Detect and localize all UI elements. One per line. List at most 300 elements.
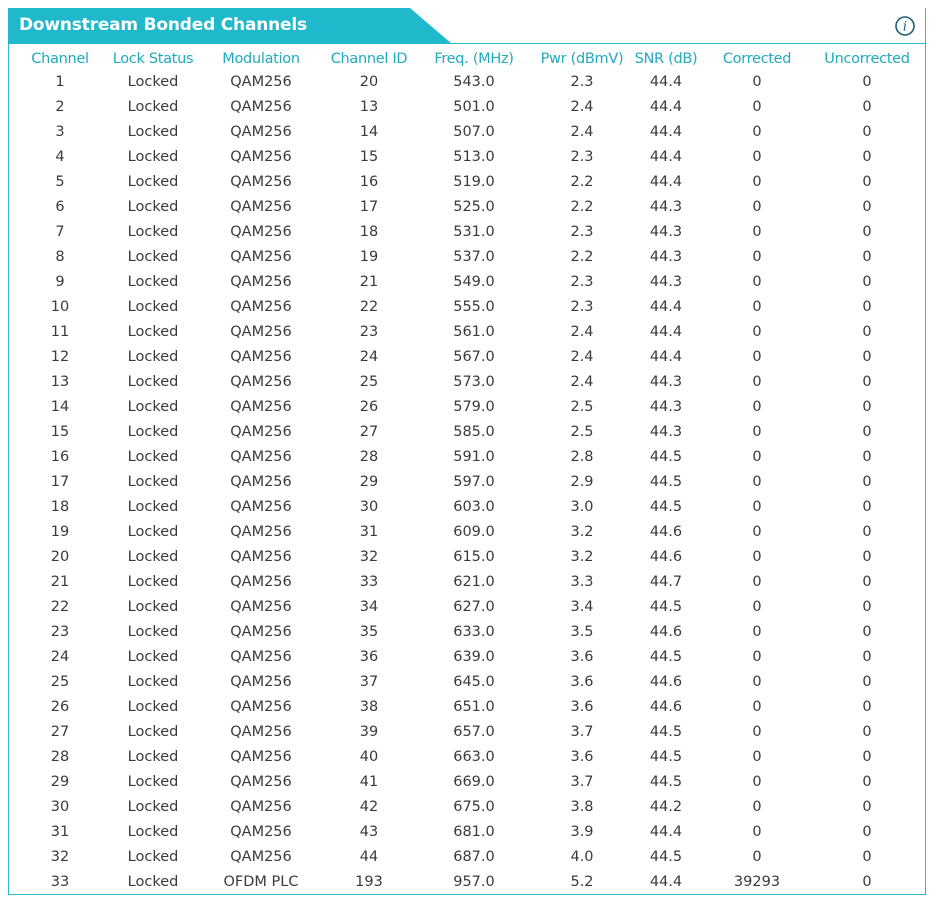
snr-cell: 44.3 [649,248,683,265]
channel-id-cell: 28 [359,448,379,465]
snr-cell: 44.5 [649,723,683,740]
modulation-cell: QAM256 [230,98,292,115]
frequency-cell: 615.0 [453,548,495,565]
lock-status-cell: Locked [127,323,179,340]
power-cell: 5.2 [570,873,594,890]
power-cell: 3.2 [570,523,594,540]
power-cell: 3.6 [570,673,594,690]
table-row [9,394,925,419]
uncorrected-cell: 0 [862,748,872,765]
lock-status-cell: Locked [127,248,179,265]
snr-cell: 44.6 [649,673,683,690]
corrected-cell: 0 [752,673,762,690]
uncorrected-cell: 0 [862,223,872,240]
uncorrected-cell: 0 [862,198,872,215]
corrected-cell: 0 [752,848,762,865]
frequency-cell: 543.0 [453,74,495,90]
modulation-cell: QAM256 [230,748,292,765]
lock-status-cell: Locked [127,723,179,740]
col-uncorrected-header: Uncorrected [824,50,910,67]
frequency-cell: 651.0 [453,698,495,715]
uncorrected-cell: 0 [862,98,872,115]
lock-status-cell: Locked [127,398,179,415]
channel-cell: 26 [50,698,70,715]
uncorrected-cell: 0 [862,698,872,715]
snr-cell: 44.5 [649,748,683,765]
power-cell: 2.4 [570,373,594,390]
power-cell: 3.6 [570,748,594,765]
modulation-cell: QAM256 [230,423,292,440]
lock-status-cell: Locked [127,74,179,90]
channel-id-cell: 42 [359,798,379,815]
table-row [9,444,925,469]
table-row [9,519,925,544]
channel-id-cell: 26 [359,398,379,415]
col-modulation-header: Modulation [222,50,300,67]
modulation-cell: QAM256 [230,74,292,90]
channel-cell: 27 [50,723,70,740]
modulation-cell: QAM256 [230,323,292,340]
uncorrected-cell: 0 [862,298,872,315]
snr-cell: 44.4 [649,74,683,90]
table-row [9,369,925,394]
table-row [9,194,925,219]
channel-cell: 10 [50,298,70,315]
power-cell: 3.4 [570,598,594,615]
channel-id-cell: 14 [359,123,379,140]
frequency-cell: 663.0 [453,748,495,765]
corrected-cell: 0 [752,74,762,90]
channel-cell: 33 [50,873,70,890]
uncorrected-cell: 0 [862,873,872,890]
channel-cell: 9 [55,273,65,290]
frequency-cell: 675.0 [453,798,495,815]
power-cell: 3.6 [570,648,594,665]
panel-title: Downstream Bonded Channels [19,15,307,35]
table-row [9,669,925,694]
lock-status-cell: Locked [127,823,179,840]
table-row [9,494,925,519]
frequency-cell: 597.0 [453,473,495,490]
channel-cell: 31 [50,823,70,840]
snr-cell: 44.5 [649,648,683,665]
uncorrected-cell: 0 [862,823,872,840]
channel-cell: 30 [50,798,70,815]
uncorrected-cell: 0 [862,548,872,565]
snr-cell: 44.4 [649,148,683,165]
channel-cell: 7 [55,223,65,240]
corrected-cell: 39293 [733,873,781,890]
frequency-cell: 621.0 [453,573,495,590]
channel-cell: 5 [55,173,65,190]
table-row [9,544,925,569]
corrected-cell: 0 [752,248,762,265]
channel-id-cell: 30 [359,498,379,515]
uncorrected-cell: 0 [862,448,872,465]
channel-id-cell: 37 [359,673,379,690]
channel-cell: 16 [50,448,70,465]
corrected-cell: 0 [752,648,762,665]
uncorrected-cell: 0 [862,648,872,665]
channel-id-cell: 19 [359,248,379,265]
col-frequency-header: Freq. (MHz) [434,50,514,67]
lock-status-cell: Locked [127,523,179,540]
lock-status-cell: Locked [127,748,179,765]
modulation-cell: OFDM PLC [223,873,299,890]
table-row [9,869,925,894]
frequency-cell: 537.0 [453,248,495,265]
channel-cell: 2 [55,98,65,115]
lock-status-cell: Locked [127,98,179,115]
channel-id-cell: 35 [359,623,379,640]
channel-id-cell: 44 [359,848,379,865]
corrected-cell: 0 [752,473,762,490]
channel-cell: 17 [50,473,70,490]
table-row [9,119,925,144]
table-header-row [9,47,925,70]
table-row [9,744,925,769]
uncorrected-cell: 0 [862,123,872,140]
channel-cell: 22 [50,598,70,615]
table-row [9,144,925,169]
uncorrected-cell: 0 [862,798,872,815]
uncorrected-cell: 0 [862,723,872,740]
channel-id-cell: 40 [359,748,379,765]
uncorrected-cell: 0 [862,848,872,865]
lock-status-cell: Locked [127,123,179,140]
channel-id-cell: 13 [359,98,379,115]
table-row [9,769,925,794]
snr-cell: 44.5 [649,473,683,490]
corrected-cell: 0 [752,623,762,640]
modulation-cell: QAM256 [230,623,292,640]
channel-cell: 8 [55,248,65,265]
lock-status-cell: Locked [127,648,179,665]
snr-cell: 44.5 [649,848,683,865]
power-cell: 3.8 [570,798,594,815]
frequency-cell: 645.0 [453,673,495,690]
snr-cell: 44.4 [649,298,683,315]
snr-cell: 44.5 [649,598,683,615]
title-divider [444,43,926,44]
power-cell: 2.3 [570,298,594,315]
modulation-cell: QAM256 [230,398,292,415]
modulation-cell: QAM256 [230,373,292,390]
uncorrected-cell: 0 [862,623,872,640]
channel-id-cell: 38 [359,698,379,715]
modulation-cell: QAM256 [230,223,292,240]
col-snr-header: SNR (dB) [634,50,698,67]
power-cell: 3.6 [570,698,594,715]
uncorrected-cell: 0 [862,348,872,365]
snr-cell: 44.5 [649,773,683,790]
power-cell: 2.3 [570,273,594,290]
modulation-cell: QAM256 [230,148,292,165]
modulation-cell: QAM256 [230,248,292,265]
frequency-cell: 609.0 [453,523,495,540]
uncorrected-cell: 0 [862,273,872,290]
modulation-cell: QAM256 [230,473,292,490]
channel-cell: 3 [55,123,65,140]
snr-cell: 44.6 [649,523,683,540]
uncorrected-cell: 0 [862,523,872,540]
channel-cell: 28 [50,748,70,765]
uncorrected-cell: 0 [862,498,872,515]
channel-cell: 19 [50,523,70,540]
corrected-cell: 0 [752,273,762,290]
channel-id-cell: 41 [359,773,379,790]
table-row [9,619,925,644]
lock-status-cell: Locked [127,798,179,815]
snr-cell: 44.4 [649,323,683,340]
col-channel-header: Channel [31,50,89,67]
frequency-cell: 579.0 [453,398,495,415]
col-lock-status-header: Lock Status [112,50,194,67]
power-cell: 2.5 [570,398,594,415]
snr-cell: 44.4 [649,348,683,365]
table-row [9,719,925,744]
corrected-cell: 0 [752,348,762,365]
snr-cell: 44.5 [649,498,683,515]
corrected-cell: 0 [752,323,762,340]
frequency-cell: 513.0 [453,148,495,165]
modulation-cell: QAM256 [230,498,292,515]
corrected-cell: 0 [752,223,762,240]
power-cell: 2.2 [570,248,594,265]
snr-cell: 44.4 [649,98,683,115]
table-row [9,419,925,444]
info-glyph: i [902,19,908,35]
lock-status-cell: Locked [127,223,179,240]
col-channel-id-header: Channel ID [330,50,408,67]
channel-id-cell: 34 [359,598,379,615]
channel-id-cell: 32 [359,548,379,565]
power-cell: 2.2 [570,173,594,190]
channel-id-cell: 24 [359,348,379,365]
modulation-cell: QAM256 [230,798,292,815]
modulation-cell: QAM256 [230,348,292,365]
table-row [9,169,925,194]
lock-status-cell: Locked [127,698,179,715]
table-row [9,569,925,594]
power-cell: 2.9 [570,473,594,490]
lock-status-cell: Locked [127,148,179,165]
lock-status-cell: Locked [127,198,179,215]
corrected-cell: 0 [752,823,762,840]
corrected-cell: 0 [752,798,762,815]
uncorrected-cell: 0 [862,173,872,190]
table-row [9,319,925,344]
channel-id-cell: 43 [359,823,379,840]
power-cell: 2.2 [570,198,594,215]
snr-cell: 44.3 [649,273,683,290]
modulation-cell: QAM256 [230,823,292,840]
uncorrected-cell: 0 [862,473,872,490]
corrected-cell: 0 [752,98,762,115]
lock-status-cell: Locked [127,373,179,390]
power-cell: 3.3 [570,573,594,590]
table-row [9,344,925,369]
channel-id-cell: 25 [359,373,379,390]
modulation-cell: QAM256 [230,123,292,140]
uncorrected-cell: 0 [862,148,872,165]
corrected-cell: 0 [752,423,762,440]
corrected-cell: 0 [752,548,762,565]
corrected-cell: 0 [752,373,762,390]
col-power-header: Pwr (dBmV) [540,50,624,67]
power-cell: 3.7 [570,773,594,790]
modulation-cell: QAM256 [230,173,292,190]
modulation-cell: QAM256 [230,573,292,590]
channel-id-cell: 17 [359,198,379,215]
frequency-cell: 633.0 [453,623,495,640]
frequency-cell: 669.0 [453,773,495,790]
snr-cell: 44.2 [649,798,683,815]
frequency-cell: 639.0 [453,648,495,665]
channel-cell: 24 [50,648,70,665]
corrected-cell: 0 [752,698,762,715]
table-row [9,94,925,119]
power-cell: 3.7 [570,723,594,740]
modulation-cell: QAM256 [230,273,292,290]
lock-status-cell: Locked [127,498,179,515]
frequency-cell: 627.0 [453,598,495,615]
table-row [9,694,925,719]
table-row [9,70,925,94]
power-cell: 3.9 [570,823,594,840]
corrected-cell: 0 [752,298,762,315]
table-row [9,244,925,269]
frequency-cell: 591.0 [453,448,495,465]
power-cell: 2.3 [570,148,594,165]
modulation-cell: QAM256 [230,698,292,715]
modulation-cell: QAM256 [230,673,292,690]
channel-id-cell: 29 [359,473,379,490]
power-cell: 4.0 [570,848,594,865]
frequency-cell: 603.0 [453,498,495,515]
frequency-cell: 501.0 [453,98,495,115]
table-row [9,269,925,294]
power-cell: 2.8 [570,448,594,465]
power-cell: 2.4 [570,323,594,340]
lock-status-cell: Locked [127,348,179,365]
frequency-cell: 687.0 [453,848,495,865]
channel-cell: 6 [55,198,65,215]
power-cell: 3.2 [570,548,594,565]
channel-id-cell: 22 [359,298,379,315]
uncorrected-cell: 0 [862,573,872,590]
snr-cell: 44.6 [649,548,683,565]
corrected-cell: 0 [752,523,762,540]
modulation-cell: QAM256 [230,723,292,740]
lock-status-cell: Locked [127,548,179,565]
channel-id-cell: 27 [359,423,379,440]
snr-cell: 44.3 [649,373,683,390]
channel-id-cell: 39 [359,723,379,740]
corrected-cell: 0 [752,148,762,165]
channel-id-cell: 193 [355,873,383,890]
lock-status-cell: Locked [127,298,179,315]
snr-cell: 44.5 [649,448,683,465]
channel-cell: 20 [50,548,70,565]
power-cell: 3.0 [570,498,594,515]
channel-cell: 29 [50,773,70,790]
uncorrected-cell: 0 [862,248,872,265]
frequency-cell: 519.0 [453,173,495,190]
frequency-cell: 681.0 [453,823,495,840]
downstream-table [9,47,925,894]
channel-cell: 15 [50,423,70,440]
lock-status-cell: Locked [127,623,179,640]
channel-cell: 13 [50,373,70,390]
uncorrected-cell: 0 [862,673,872,690]
channel-cell: 21 [50,573,70,590]
corrected-cell: 0 [752,723,762,740]
channel-id-cell: 16 [359,173,379,190]
info-button[interactable] [895,16,915,36]
snr-cell: 44.3 [649,398,683,415]
lock-status-cell: Locked [127,173,179,190]
corrected-cell: 0 [752,398,762,415]
corrected-cell: 0 [752,498,762,515]
corrected-cell: 0 [752,198,762,215]
lock-status-cell: Locked [127,273,179,290]
channel-cell: 25 [50,673,70,690]
corrected-cell: 0 [752,573,762,590]
modulation-cell: QAM256 [230,448,292,465]
snr-cell: 44.3 [649,423,683,440]
table-row [9,844,925,869]
frequency-cell: 549.0 [453,273,495,290]
power-cell: 2.4 [570,348,594,365]
lock-status-cell: Locked [127,448,179,465]
table-row [9,469,925,494]
corrected-cell: 0 [752,448,762,465]
power-cell: 2.4 [570,123,594,140]
frequency-cell: 657.0 [453,723,495,740]
lock-status-cell: Locked [127,598,179,615]
uncorrected-cell: 0 [862,74,872,90]
power-cell: 3.5 [570,623,594,640]
snr-cell: 44.4 [649,123,683,140]
power-cell: 2.3 [570,74,594,90]
channel-cell: 4 [55,148,65,165]
table-row [9,644,925,669]
lock-status-cell: Locked [127,773,179,790]
frequency-cell: 561.0 [453,323,495,340]
table-row [9,294,925,319]
corrected-cell: 0 [752,773,762,790]
corrected-cell: 0 [752,123,762,140]
modulation-cell: QAM256 [230,648,292,665]
corrected-cell: 0 [752,748,762,765]
frequency-cell: 585.0 [453,423,495,440]
power-cell: 2.3 [570,223,594,240]
snr-cell: 44.3 [649,223,683,240]
channel-cell: 12 [50,348,70,365]
modulation-cell: QAM256 [230,773,292,790]
frequency-cell: 531.0 [453,223,495,240]
frequency-cell: 507.0 [453,123,495,140]
table-row [9,819,925,844]
snr-cell: 44.6 [649,623,683,640]
channel-cell: 32 [50,848,70,865]
uncorrected-cell: 0 [862,423,872,440]
col-corrected-header: Corrected [722,50,792,67]
lock-status-cell: Locked [127,673,179,690]
info-icon [895,16,915,36]
channel-cell: 14 [50,398,70,415]
